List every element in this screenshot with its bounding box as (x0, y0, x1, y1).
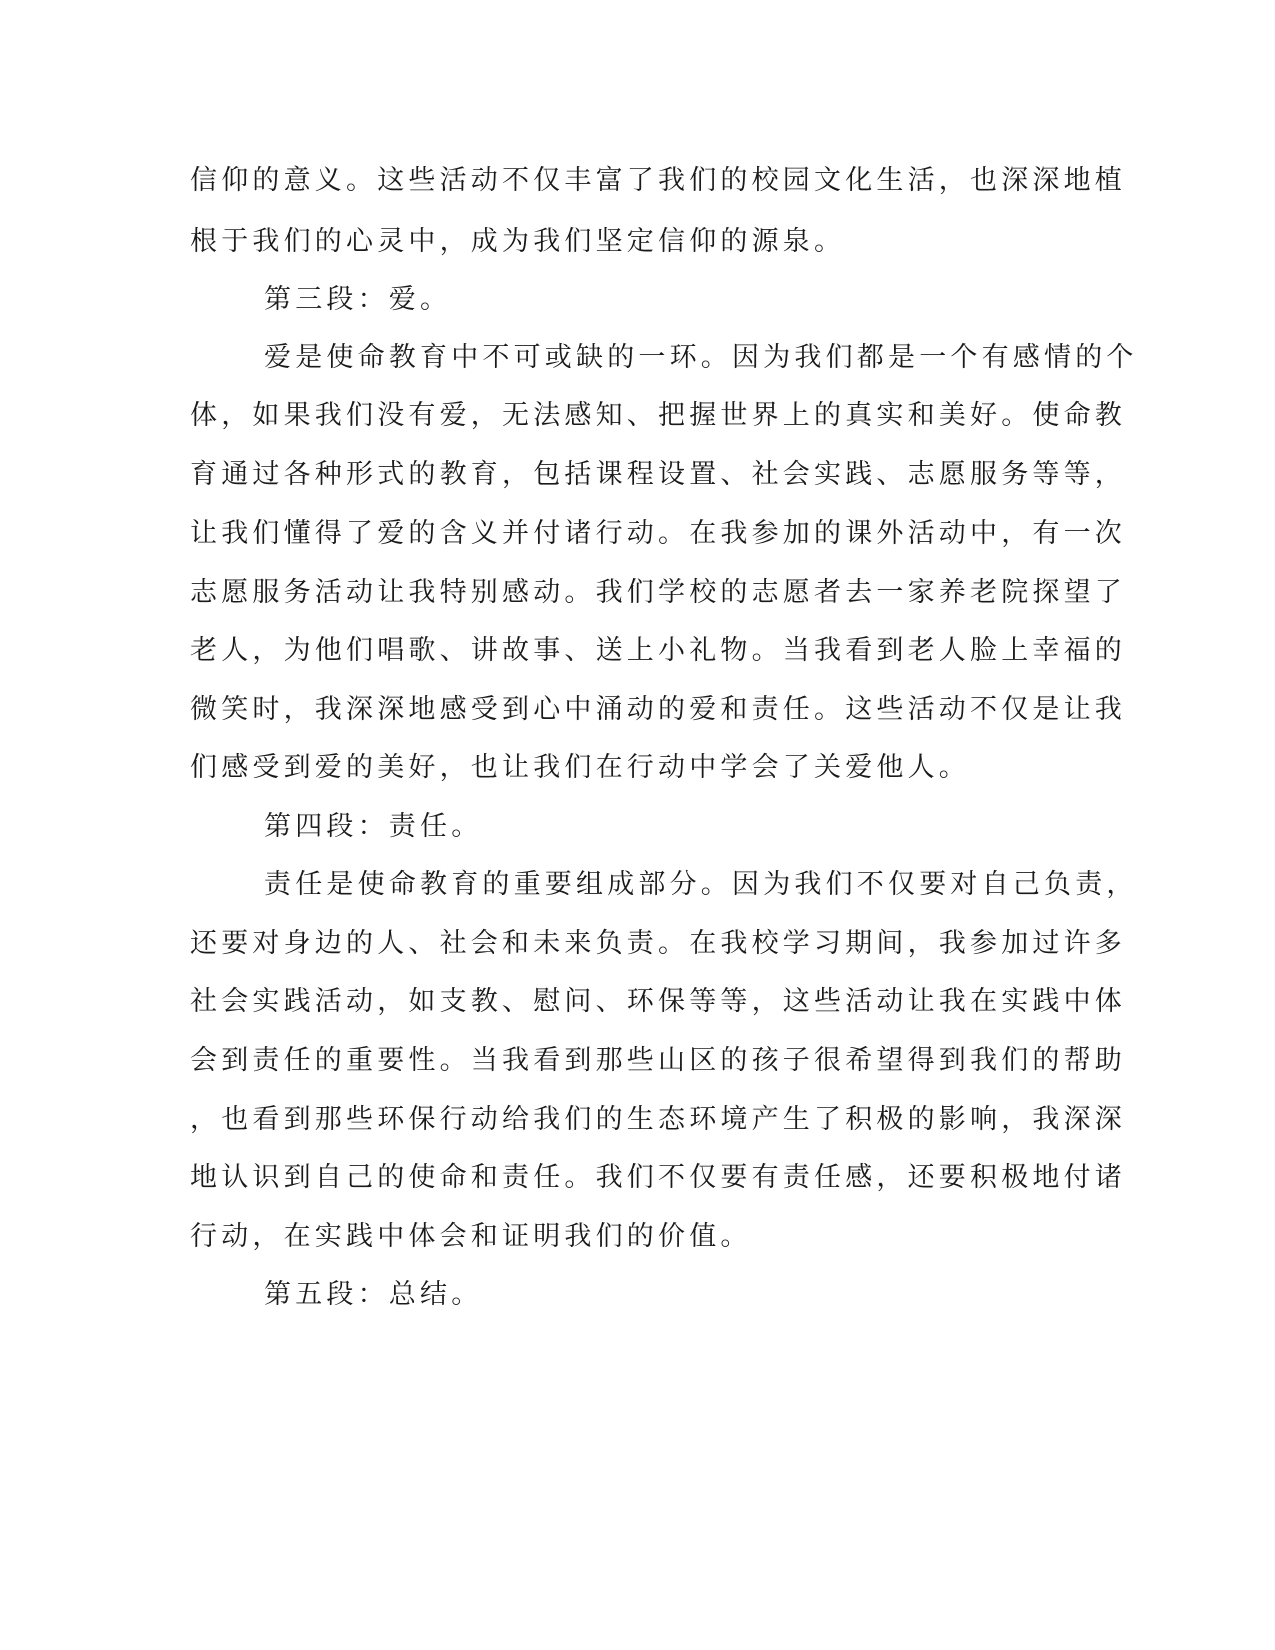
body-text-line: 会到责任的重要性。当我看到那些山区的孩子很希望得到我们的帮助 (190, 1045, 1126, 1076)
body-text-line: 志愿服务活动让我特别感动。我们学校的志愿者去一家养老院探望了 (190, 577, 1126, 608)
body-text-line: 让我们懂得了爱的含义并付诸行动。在我参加的课外活动中，有一次 (190, 518, 1126, 549)
body-text-line: 根于我们的心灵中，成为我们坚定信仰的源泉。 (190, 226, 846, 257)
body-text-line: 社会实践活动，如支教、慰问、环保等等，这些活动让我在实践中体 (190, 986, 1126, 1017)
body-text-line: 们感受到爱的美好，也让我们在行动中学会了关爱他人。 (190, 752, 970, 783)
body-text-line: 还要对身边的人、社会和未来负责。在我校学习期间，我参加过许多 (190, 928, 1126, 959)
body-text-line: 信仰的意义。这些活动不仅丰富了我们的校园文化生活，也深深地植 (190, 165, 1126, 196)
body-text-line: 育通过各种形式的教育，包括课程设置、社会实践、志愿服务等等， (190, 459, 1126, 490)
body-text-line: 责任是使命教育的重要组成部分。因为我们不仅要对自己负责， (264, 869, 1138, 900)
body-text-line: 行动，在实践中体会和证明我们的价值。 (190, 1221, 752, 1252)
body-text-line: 微笑时，我深深地感受到心中涌动的爱和责任。这些活动不仅是让我 (190, 694, 1126, 725)
section-heading-responsibility: 第四段：责任。 (264, 811, 483, 842)
body-text-line: 爱是使命教育中不可或缺的一环。因为我们都是一个有感情的个 (264, 342, 1138, 373)
body-text-line: ，也看到那些环保行动给我们的生态环境产生了积极的影响，我深深 (190, 1104, 1126, 1135)
body-text-line: 体，如果我们没有爱，无法感知、把握世界上的真实和美好。使命教 (190, 400, 1126, 431)
section-heading-summary: 第五段：总结。 (264, 1279, 483, 1310)
section-heading-love: 第三段：爱。 (264, 284, 452, 315)
body-text-line: 地认识到自己的使命和责任。我们不仅要有责任感，还要积极地付诸 (190, 1162, 1126, 1193)
body-text-line: 老人，为他们唱歌、讲故事、送上小礼物。当我看到老人脸上幸福的 (190, 635, 1126, 666)
